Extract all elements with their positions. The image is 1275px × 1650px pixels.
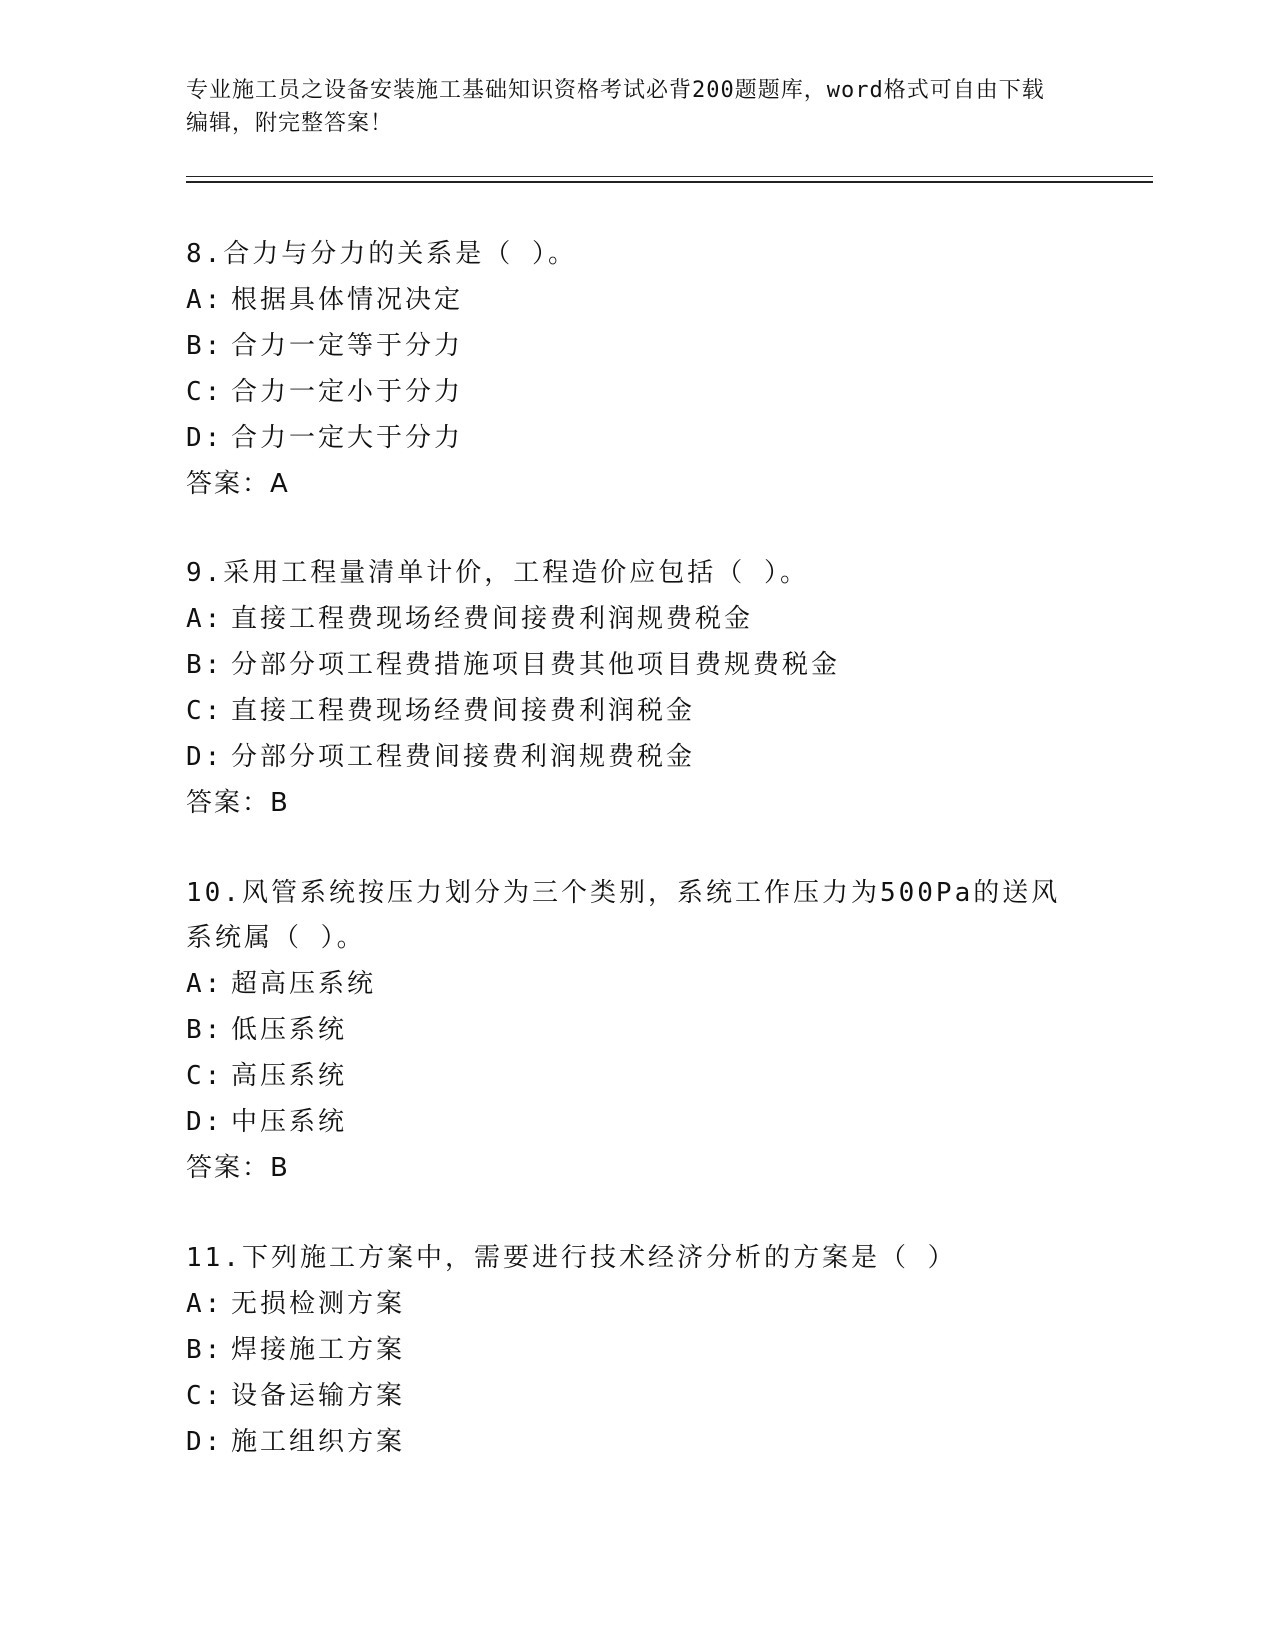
document-header: 专业施工员之设备安装施工基础知识资格考试必背200题题库，word格式可自由下载编辑，附完整答案！ [186, 78, 1045, 136]
option-text: 中压系统 [231, 1107, 348, 1137]
option-letter: B: [186, 1335, 224, 1365]
option-text: 焊接施工方案 [231, 1335, 406, 1365]
option-text: 合力一定大于分力 [231, 423, 464, 453]
option-text: 合力一定小于分力 [231, 377, 464, 407]
option-letter: D: [186, 1427, 224, 1457]
option-letter: C: [186, 377, 224, 407]
option-text: 高压系统 [231, 1061, 348, 1091]
option-letter: A: [186, 1289, 224, 1319]
option-b [186, 1007, 1086, 1053]
question-stem: 8.合力与分力的关系是（ ）。 [186, 239, 577, 269]
option-b [186, 1327, 1086, 1373]
option-text: 施工组织方案 [231, 1427, 406, 1457]
option-text: 直接工程费现场经费间接费利润规费税金 [231, 604, 754, 634]
option-d [186, 1099, 1086, 1145]
question-stem: 11.下列施工方案中，需要进行技术经济分析的方案是（ ） [186, 1243, 957, 1273]
question-stem: 9.采用工程量清单计价，工程造价应包括（ ）。 [186, 558, 809, 588]
question-8 [186, 232, 1086, 507]
option-letter: D: [186, 423, 224, 453]
question-11 [186, 1236, 1086, 1465]
option-letter: B: [186, 331, 224, 361]
option-a [186, 961, 1086, 1007]
answer-line: 答案：A [186, 469, 290, 499]
option-text: 低压系统 [231, 1015, 348, 1045]
option-d [186, 734, 1086, 780]
answer-line: 答案：B [186, 788, 290, 818]
option-text: 设备运输方案 [231, 1381, 406, 1411]
option-b [186, 642, 1086, 688]
option-d [186, 415, 1086, 461]
option-letter: C: [186, 696, 224, 726]
option-letter: D: [186, 742, 224, 772]
option-c [186, 369, 1086, 415]
option-text: 分部分项工程费措施项目费其他项目费规费税金 [231, 650, 841, 680]
option-letter: B: [186, 650, 224, 680]
option-letter: A: [186, 285, 224, 315]
option-letter: B: [186, 1015, 224, 1045]
header-divider-top [186, 176, 1153, 177]
question-stem: 10.风管系统按压力划分为三个类别，系统工作压力为500Pa的送风系统属（ ）。 [186, 878, 1061, 953]
option-text: 直接工程费现场经费间接费利润税金 [231, 696, 696, 726]
option-c [186, 1373, 1086, 1419]
option-text: 合力一定等于分力 [231, 331, 464, 361]
option-a [186, 596, 1086, 642]
option-b [186, 323, 1086, 369]
question-10 [186, 871, 1086, 1191]
option-d [186, 1419, 1086, 1465]
option-text: 超高压系统 [231, 969, 377, 999]
option-c [186, 688, 1086, 734]
header-divider-bottom [186, 181, 1153, 183]
option-letter: D: [186, 1107, 224, 1137]
option-text: 无损检测方案 [231, 1289, 406, 1319]
option-a [186, 277, 1086, 323]
option-text: 根据具体情况决定 [231, 285, 464, 315]
answer-line: 答案：B [186, 1153, 290, 1183]
question-9 [186, 551, 1086, 826]
option-letter: C: [186, 1381, 224, 1411]
option-letter: A: [186, 969, 224, 999]
option-a [186, 1281, 1086, 1327]
option-text: 分部分项工程费间接费利润规费税金 [231, 742, 696, 772]
option-c [186, 1053, 1086, 1099]
option-letter: C: [186, 1061, 224, 1091]
option-letter: A: [186, 604, 224, 634]
